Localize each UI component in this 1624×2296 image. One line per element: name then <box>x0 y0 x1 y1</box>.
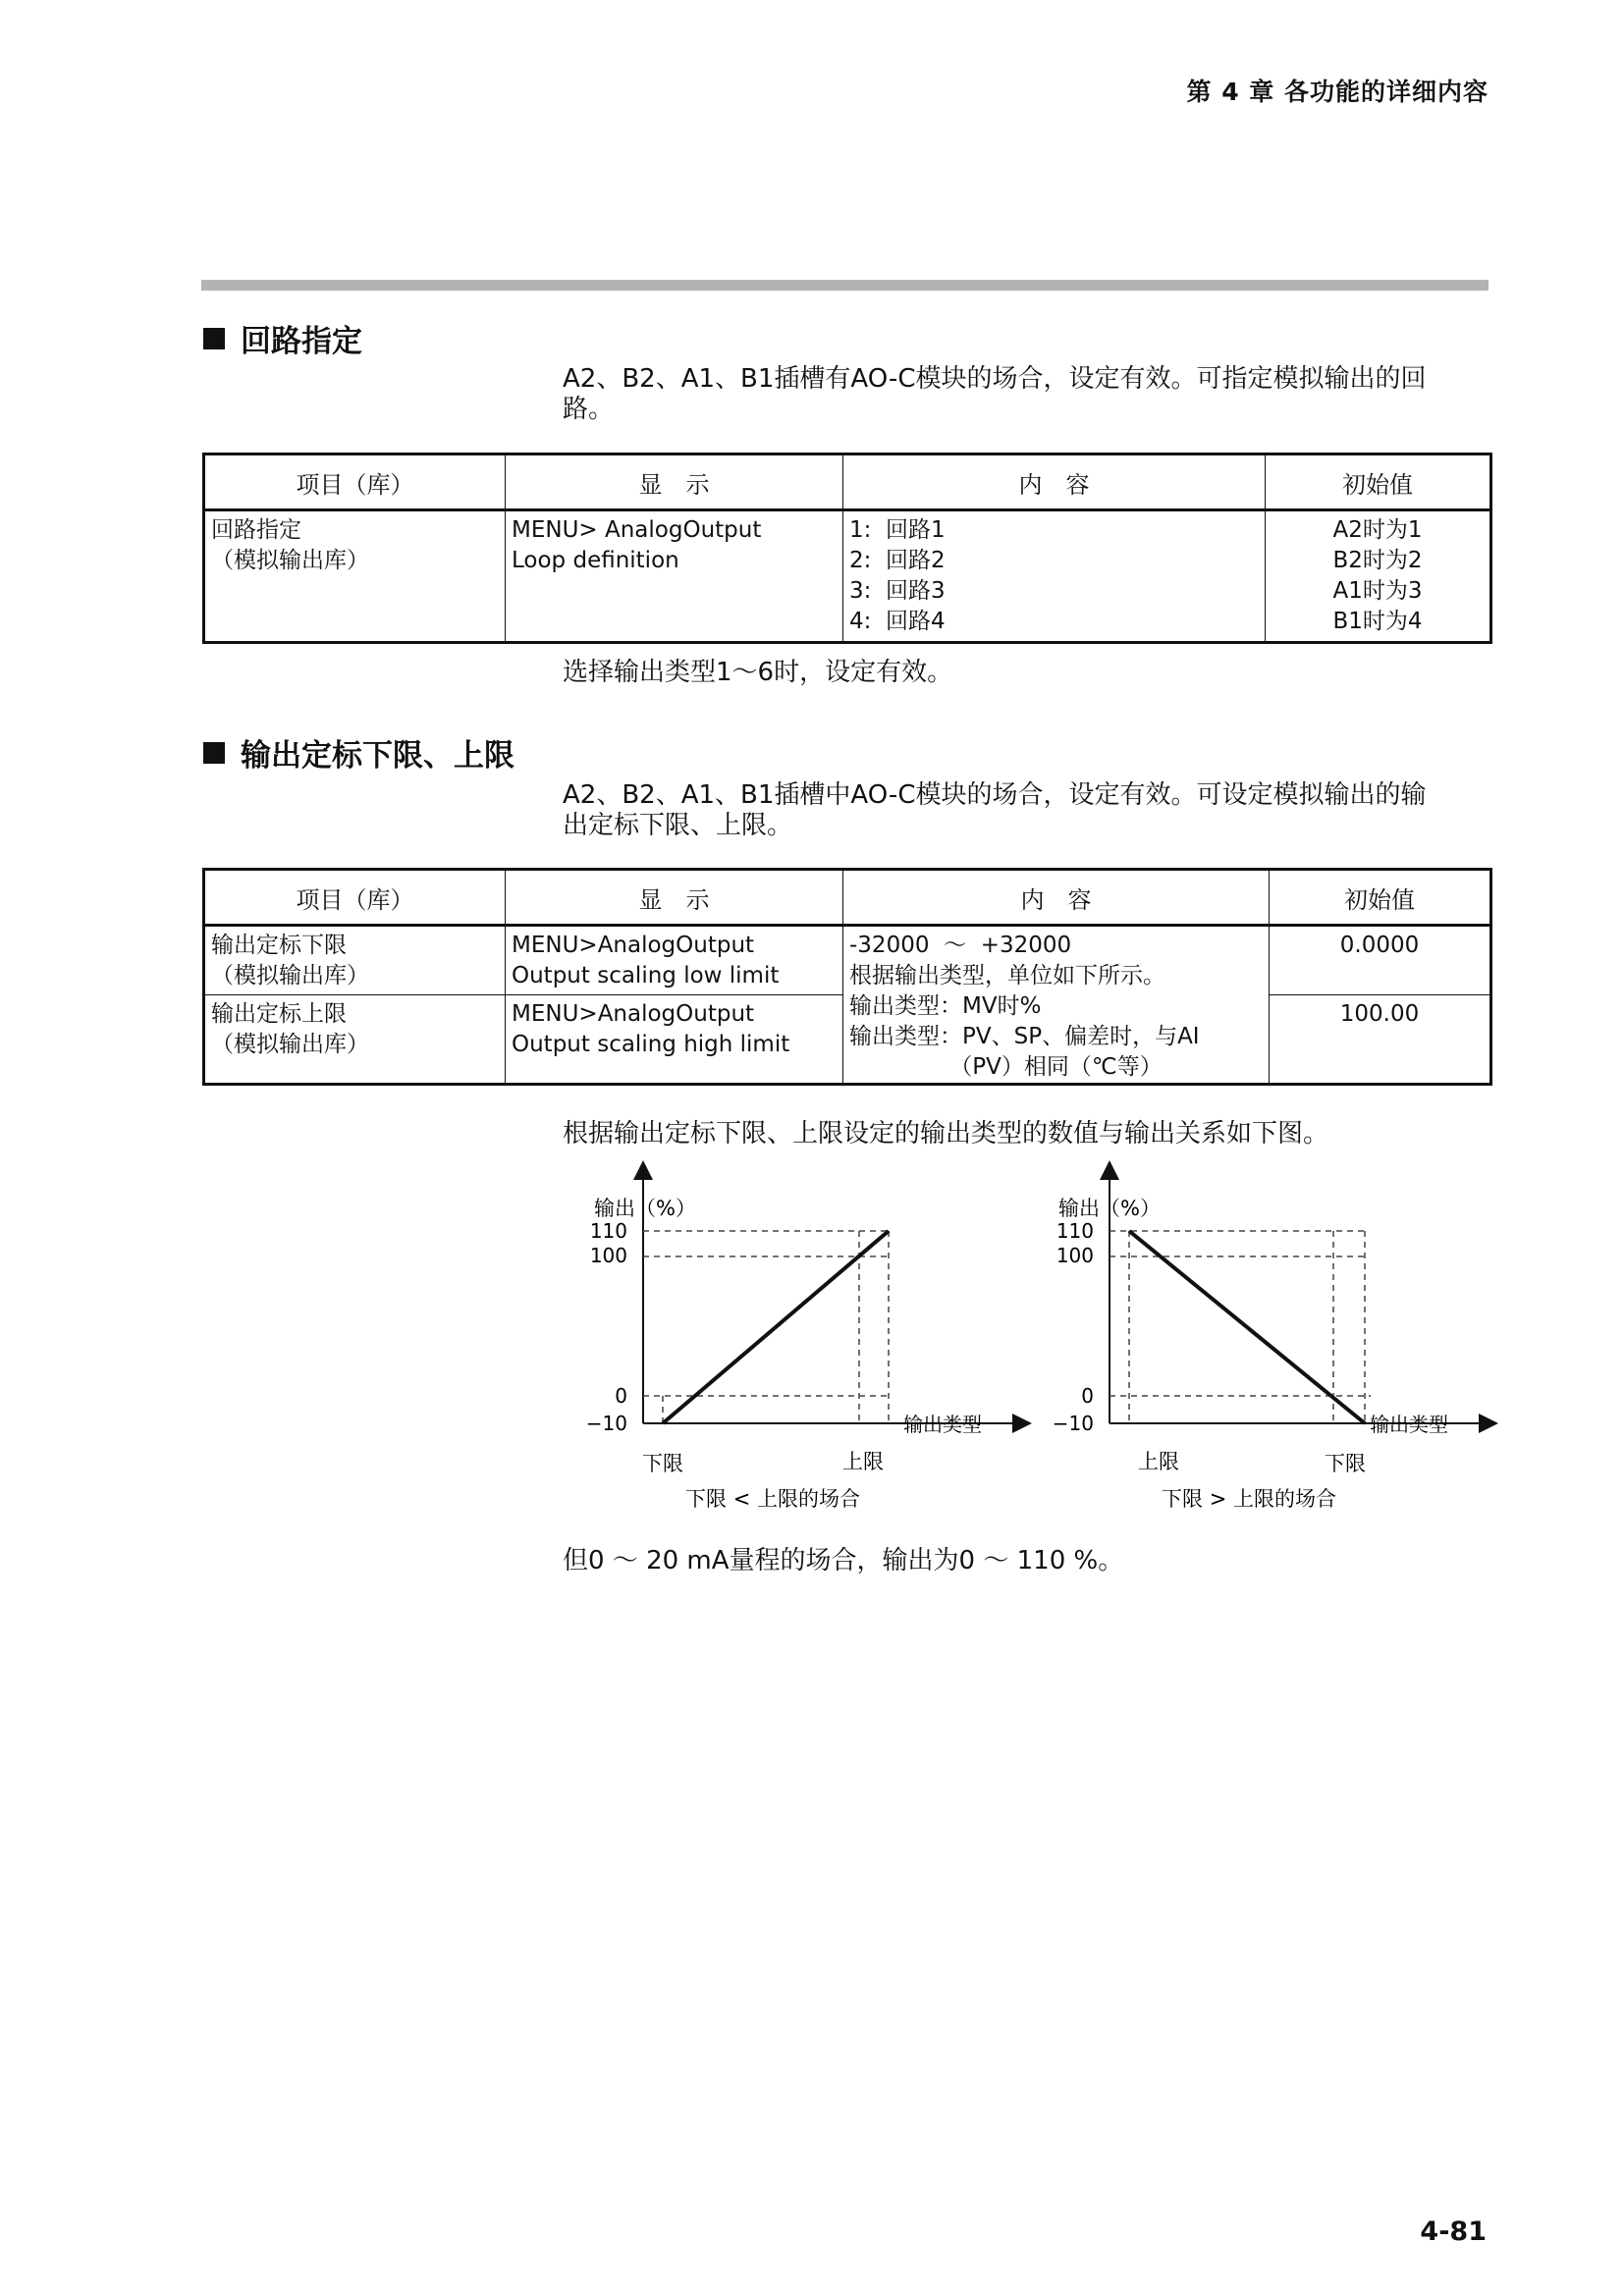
y-tick-label: −10 <box>585 1412 627 1435</box>
section-intro: A2、B2、A1、B1插槽中AO-C模块的场合，设定有效。可设定模拟输出的输 出定标下限、上限。 <box>563 780 1427 840</box>
y-tick-label: 110 <box>589 1219 627 1243</box>
loop-definition-table <box>202 453 1492 644</box>
column-header: 显 示 <box>506 454 843 510</box>
table-header-row <box>204 870 1491 926</box>
y-tick-label: 0 <box>1081 1384 1094 1408</box>
item-cell: 输出定标下限 （模拟输出库） <box>204 926 506 995</box>
graph-svg <box>1031 1158 1502 1531</box>
section-heading-loop <box>203 316 362 360</box>
x-axis-label: 输出类型 <box>903 1413 982 1436</box>
display-cell: MENU> AnalogOutput Loop definition <box>506 510 843 643</box>
square-bullet-icon <box>203 742 225 764</box>
relation-text: 根据输出定标下限、上限设定的输出类型的数值与输出关系如下图。 <box>563 1119 1329 1148</box>
graph-low-less-than-high <box>565 1158 1036 1535</box>
column-header: 初始值 <box>1270 870 1491 926</box>
section-heading-scaling <box>203 730 514 774</box>
column-header: 项目（库） <box>204 454 506 510</box>
x-label-low: 下限 <box>642 1452 683 1475</box>
item-cell: 回路指定 （模拟输出库） <box>204 510 506 643</box>
square-bullet-icon <box>203 328 225 349</box>
section-note: 选择输出类型1～6时，设定有效。 <box>563 658 953 687</box>
column-header: 内 容 <box>843 454 1266 510</box>
graph-caption: 下限 < 上限的场合 <box>685 1487 860 1511</box>
output-line <box>663 1231 889 1423</box>
initial-cell: 100.00 <box>1270 994 1491 1084</box>
y-axis-label: 输出（%） <box>1058 1197 1161 1220</box>
page-number: 4-81 <box>1420 2216 1487 2247</box>
column-header: 显 示 <box>506 870 843 926</box>
y-tick-label: 100 <box>1056 1244 1094 1267</box>
section-title: 回路指定 <box>241 324 362 359</box>
column-header: 内 容 <box>843 870 1270 926</box>
initial-cell: A2时为1 B2时为2 A1时为3 B1时为4 <box>1266 510 1491 643</box>
y-tick-label: −10 <box>1052 1412 1094 1435</box>
graph-svg <box>565 1158 1036 1531</box>
scaling-table <box>202 868 1492 1086</box>
graph-low-greater-than-high <box>1031 1158 1502 1535</box>
column-header: 初始值 <box>1266 454 1491 510</box>
x-label-high: 上限 <box>1138 1450 1179 1473</box>
footer-note: 但0 ～ 20 mA量程的场合，输出为0 ～ 110 %。 <box>563 1546 1124 1575</box>
chapter-header: 第 4 章 各功能的详细内容 <box>1186 78 1489 106</box>
y-tick-label: 110 <box>1056 1219 1094 1243</box>
section-rule <box>201 280 1489 291</box>
y-tick-label: 100 <box>589 1244 627 1267</box>
y-tick-label: 0 <box>615 1384 627 1408</box>
section-intro: A2、B2、A1、B1插槽有AO-C模块的场合，设定有效。可指定模拟输出的回 路。 <box>563 364 1427 424</box>
section-title: 输出定标下限、上限 <box>241 738 514 774</box>
table-header-row <box>204 454 1491 510</box>
table-row <box>204 926 1491 995</box>
output-line <box>1129 1231 1365 1423</box>
display-cell: MENU>AnalogOutput Output scaling low limit <box>506 926 843 995</box>
graph-caption: 下限 > 上限的场合 <box>1162 1487 1336 1511</box>
x-axis-label: 输出类型 <box>1370 1413 1448 1436</box>
column-header: 项目（库） <box>204 870 506 926</box>
table-row <box>204 510 1491 643</box>
y-axis-label: 输出（%） <box>594 1197 696 1220</box>
initial-cell: 0.0000 <box>1270 926 1491 995</box>
content-cell: 1: 回路1 2: 回路2 3: 回路3 4: 回路4 <box>843 510 1266 643</box>
x-label-low: 下限 <box>1325 1452 1366 1475</box>
x-label-high: 上限 <box>842 1450 884 1473</box>
content-cell: -32000 ～ +32000 根据输出类型，单位如下所示。 输出类型：MV时% 输出类型：PV、SP、偏差时，与AI （PV）相同（℃等） <box>843 926 1270 1085</box>
item-cell: 输出定标上限 （模拟输出库） <box>204 994 506 1084</box>
display-cell: MENU>AnalogOutput Output scaling high limit <box>506 994 843 1084</box>
